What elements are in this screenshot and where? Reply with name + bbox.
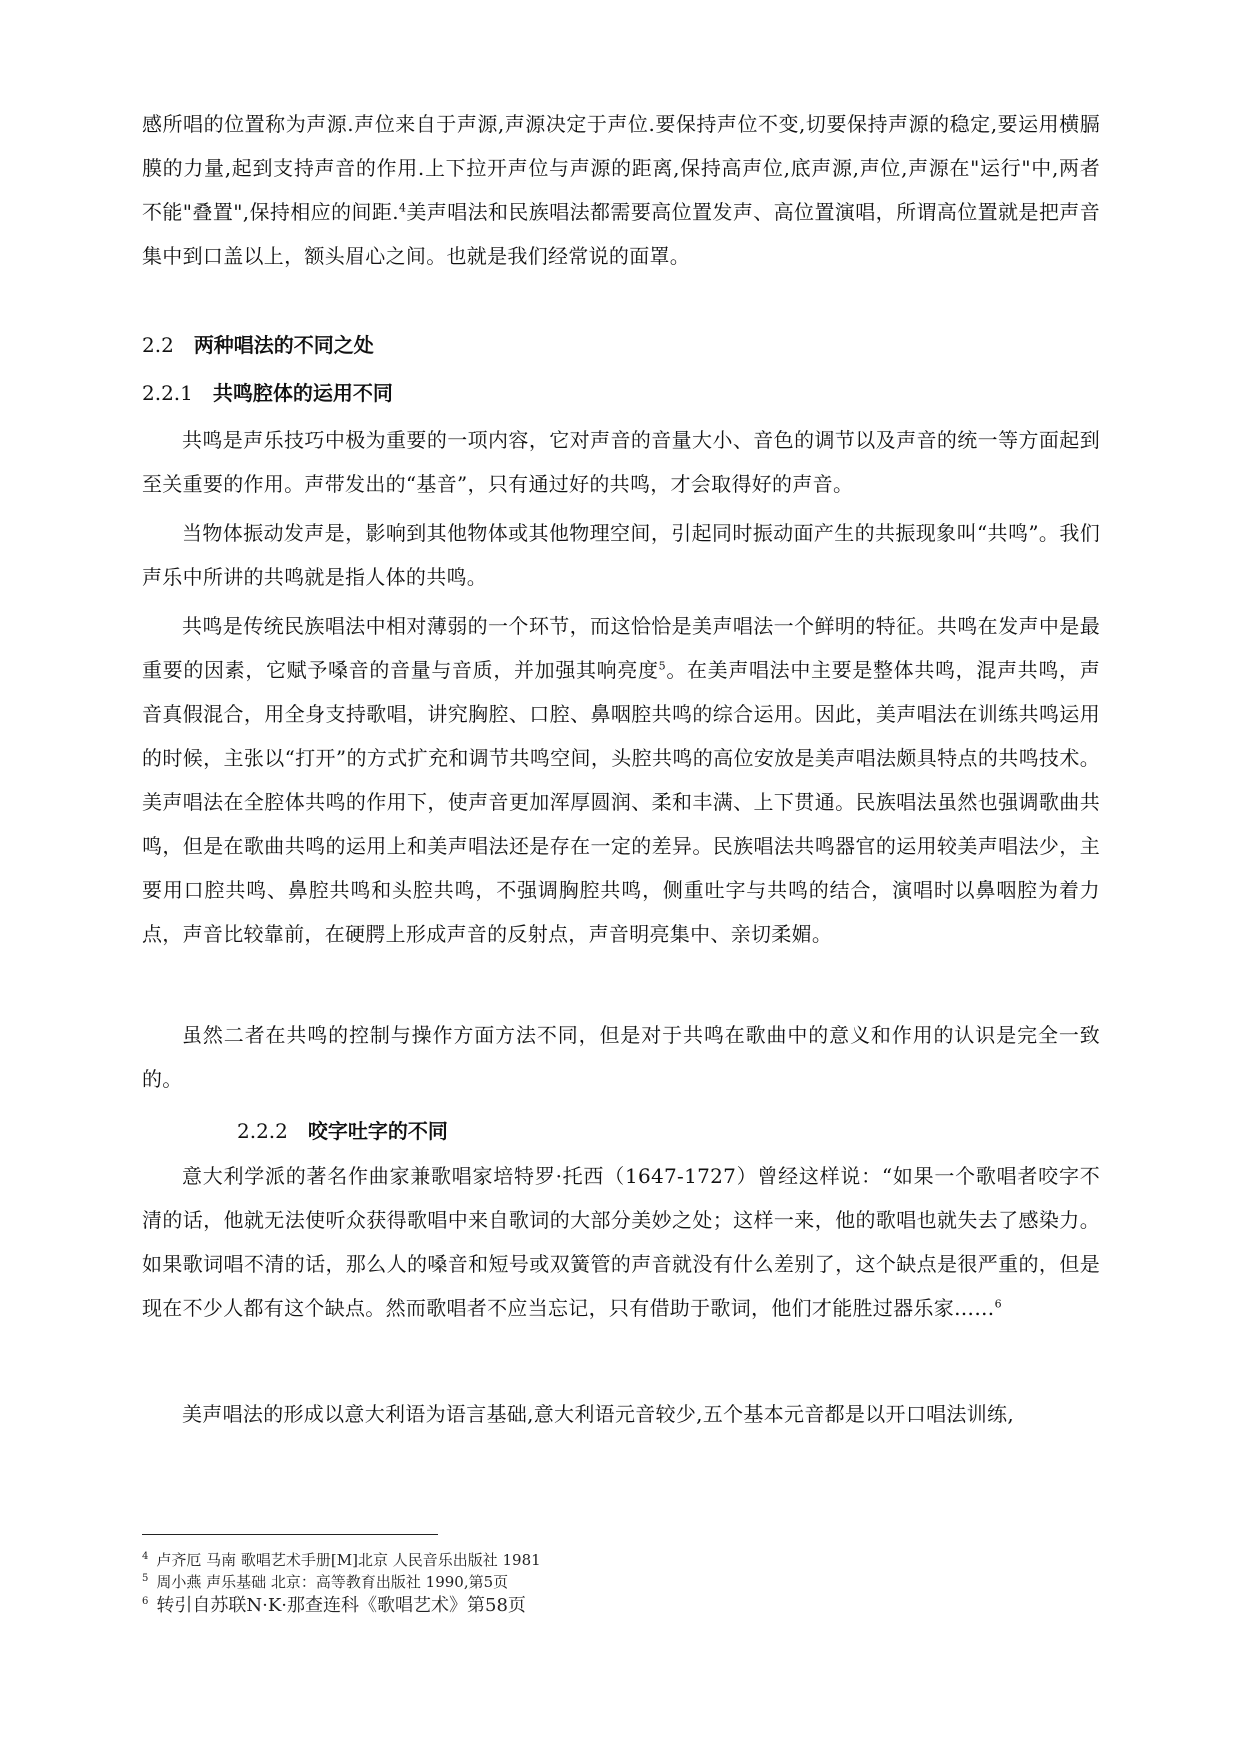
footnote-6 xyxy=(142,1594,526,1618)
paragraph-text: 共鸣是传统民族唱法中相对薄弱的一个环节，而这恰恰是美声唱法一个鲜明的特征。共鸣在发声中是最重要的因素，它赋予嗓音的音量与音质，并加强其响亮度 xyxy=(142,614,1100,682)
footnote-number: 5 xyxy=(142,1573,149,1584)
footnote-text: 周小燕 声乐基础 北京：高等教育出版社 1990,第5页 xyxy=(156,1573,509,1591)
footnote-ref[interactable]: 5 xyxy=(658,659,666,673)
paragraph-continuation xyxy=(142,102,1100,278)
paragraph xyxy=(142,418,1100,506)
footnote-4 xyxy=(142,1550,541,1570)
paragraph-text: 意大利学派的著名作曲家兼歌唱家培特罗·托西（1647-1727）曾经这样说：“如果一个歌唱者咬字不清的话，他就无法使听众获得歌唱中来自歌词的大部分美妙之处；这样一来，他的歌唱也就失去了感染力。如果歌词唱不清的话，那么人的嗓音和短号或双簧管的声音就没有什么差别了，这个缺点是很严重的，但是现在不少人都有这个缺点。然而歌唱者不应当忘记，只有借助于歌词，他们才能胜过器乐家…… xyxy=(142,1164,1100,1320)
section-number: 2.2.2 xyxy=(237,1119,288,1143)
paragraph-text: 美声唱法的形成以意大利语为语言基础,意大利语元音较少,五个基本元音都是以开口唱法训练, xyxy=(182,1402,1014,1426)
section-heading-2-2-2 xyxy=(237,1116,448,1146)
section-title: 咬字吐字的不同 xyxy=(307,1119,448,1143)
footnote-divider xyxy=(142,1534,438,1535)
paragraph-text: 共鸣是声乐技巧中极为重要的一项内容，它对声音的音量大小、音色的调节以及声音的统一等方面起到至关重要的作用。声带发出的“基音”，只有通过好的共鸣，才会取得好的声音。 xyxy=(142,428,1100,496)
section-heading-2-2-1 xyxy=(142,378,393,408)
footnote-number: 4 xyxy=(142,1551,149,1562)
section-heading-2-2 xyxy=(142,330,374,360)
section-title: 两种唱法的不同之处 xyxy=(193,333,374,357)
footnote-text: 转引自苏联N·K·那查连科《歌唱艺术》第58页 xyxy=(156,1595,526,1616)
footnote-ref[interactable]: 6 xyxy=(994,1297,1002,1311)
paragraph xyxy=(142,604,1100,956)
section-number: 2.2.1 xyxy=(142,381,193,405)
paragraph xyxy=(142,1392,1100,1436)
footnote-5 xyxy=(142,1572,508,1592)
paragraph-text: 美声唱法和民族唱法都需要高位置发声、高位置演唱，所谓高位置就是把声音集中到口盖以上，额头眉心之间。也就是我们经常说的面罩。 xyxy=(142,200,1100,268)
paragraph-text: 当物体振动发声是，影响到其他物体或其他物理空间，引起同时振动面产生的共振现象叫“共鸣”。我们声乐中所讲的共鸣就是指人体的共鸣。 xyxy=(142,521,1100,589)
paragraph xyxy=(142,1154,1100,1330)
paragraph-text: 感所唱的位置称为声源.声位来自于声源,声源决定于声位.要保持声位不变,切要保持声源的稳定,要运用横膈膜的力量,起到支持声音的作用.上下拉开声位与声源的距离,保持高声位,底声源,声位,声源在"运行"中,两者不能"叠置",保持相应的间距. xyxy=(142,112,1100,224)
footnote-ref[interactable]: 4 xyxy=(398,201,407,215)
footnote-text: 卢齐厄 马南 歌唱艺术手册[M]北京 人民音乐出版社 1981 xyxy=(156,1551,541,1569)
paragraph xyxy=(142,511,1100,599)
paragraph xyxy=(142,1013,1100,1101)
paragraph-text: 虽然二者在共鸣的控制与操作方面方法不同，但是对于共鸣在歌曲中的意义和作用的认识是完全一致的。 xyxy=(142,1023,1100,1091)
footnote-number: 6 xyxy=(142,1596,149,1607)
section-title: 共鸣腔体的运用不同 xyxy=(212,381,393,405)
paragraph-text: 。在美声唱法中主要是整体共鸣，混声共鸣，声音真假混合，用全身支持歌唱，讲究胸腔、口腔、鼻咽腔共鸣的综合运用。因此，美声唱法在训练共鸣运用的时候，主张以“打开”的方式扩充和调节共鸣空间，头腔共鸣的高位安放是美声唱法颇具特点的共鸣技术。美声唱法在全腔体共鸣的作用下，使声音更加浑厚圆润、柔和丰满、上下贯通。民族唱法虽然也强调歌曲共鸣，但是在歌曲共鸣的运用上和美声唱法还是存在一定的差异。民族唱法共鸣器官的运用较美声唱法少，主要用口腔共鸣、鼻腔共鸣和头腔共鸣，不强调胸腔共鸣，侧重吐字与共鸣的结合，演唱时以鼻咽腔为着力点，声音比较靠前，在硬腭上形成声音的反射点，声音明亮集中、亲切柔媚。 xyxy=(142,658,1100,946)
section-number: 2.2 xyxy=(142,333,174,357)
